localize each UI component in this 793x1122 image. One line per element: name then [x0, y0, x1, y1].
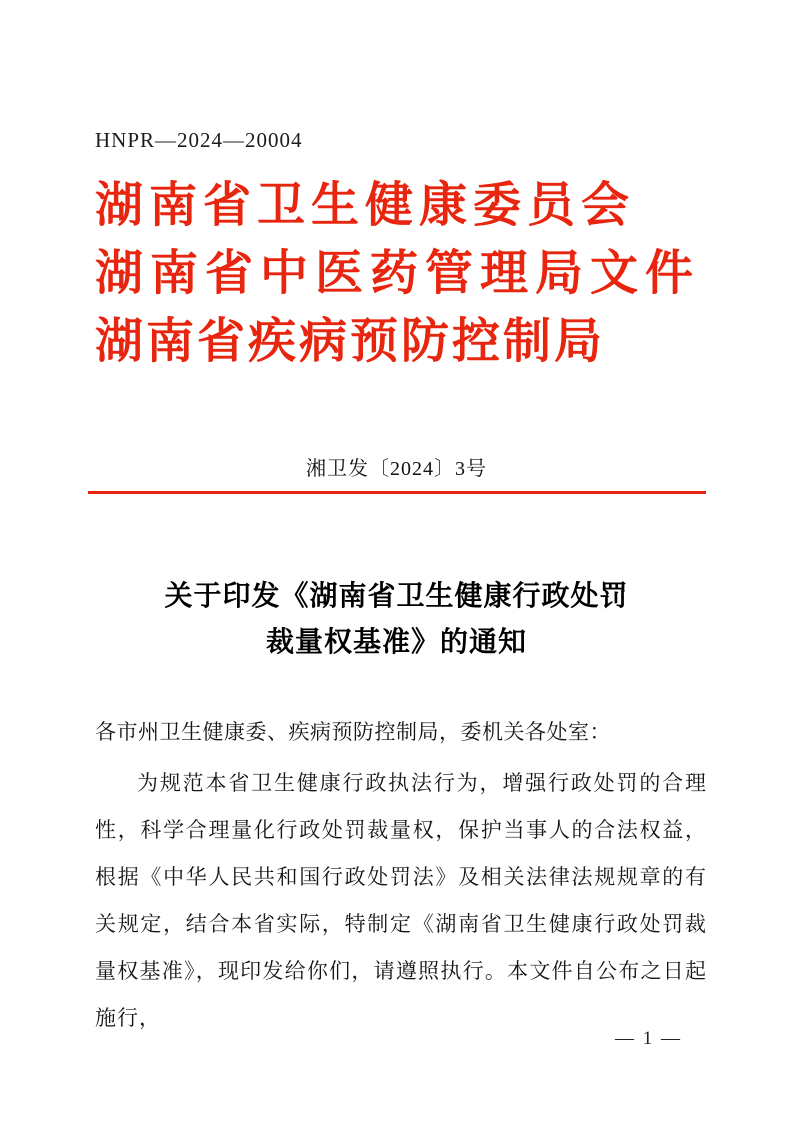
letterhead-line-3: 湖南省疾病预防控制局 [95, 315, 606, 368]
doc-title-line-2: 裁量权基准》的通知 [265, 627, 527, 658]
doc-code: HNPR—2024—20004 [95, 128, 303, 152]
red-divider [88, 491, 706, 494]
letterhead [95, 172, 735, 376]
letterhead-line-1: 湖南省卫生健康委员会 [95, 179, 636, 232]
page-number: — 1 — [615, 1028, 682, 1049]
ref-number: 湘卫发〔2024〕3号 [306, 458, 487, 480]
doc-title-line-1: 关于印发《湖南省卫生健康行政处罚 [164, 581, 629, 612]
letterhead-line-2: 湖南省中医药管理局文件 [95, 247, 701, 300]
doc-title [0, 574, 793, 666]
body-paragraph: 为规范本省卫生健康行政执法行为，增强行政处罚的合理性，科学合理量化行政处罚裁量权，保护当事人的合法权益，根据《中华人民共和国行政处罚法》及相关法律法规规章的有关规定，结合本省实际，特制定《湖南省卫生健康行政处罚裁量权基准》，现印发给你们，请遵照执行。本文件自公布之日起施行， [95, 771, 707, 1030]
salutation: 各市州卫生健康委、疾病预防控制局，委机关各处室： [95, 720, 611, 744]
